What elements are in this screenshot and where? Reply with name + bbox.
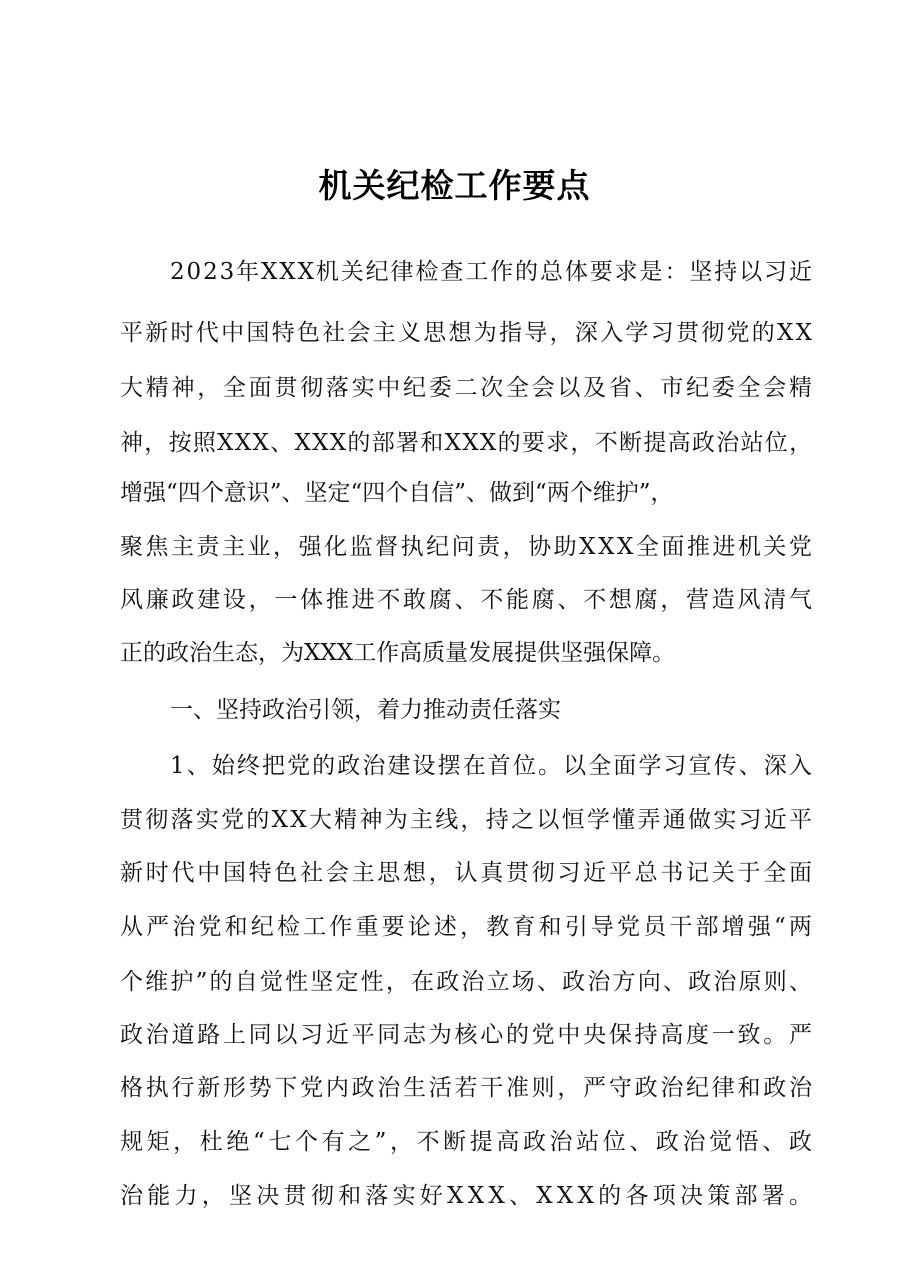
line-text: 2023年XXX机关纪律检查工作的总体要求是：坚持以习近 [170,259,814,285]
paragraph-line [0,580,909,620]
line-text: 治能力，坚决贯彻和落实好XXX、XXX的各项决策部署。 [120,1183,817,1209]
paragraph-line [0,907,909,947]
line-text: 1、始终把党的政治建设摆在首位。以全面学习宣传、深入 [170,753,814,779]
line-text: 风廉政建设，一体推进不敢腐、不能腐、不想腐，营造风清气 [120,587,815,613]
line-text: 个维护”的自觉性坚定性，在政治立场、政治方向、政治原则、 [120,969,815,995]
paragraph-line [0,527,909,567]
line-text: 平新时代中国特色社会主义思想为指导，深入学习贯彻党的XX [120,320,815,346]
paragraph-line [0,1122,909,1162]
line-text: 从严治党和纪检工作重要论述，教育和引导党员干部增强“两 [120,914,816,940]
document-title: 机关纪检工作要点 [318,166,591,205]
paragraph-line [0,962,909,1002]
line-text: 大精神，全面贯彻落实中纪委二次全会以及省、市纪委全会精 [120,375,815,401]
line-text: 贯彻落实党的XX大精神为主线，持之以恒学懂弄通做实习近平 [120,807,815,833]
line-text: 规矩，杜绝“七个有之”，不断提高政治站位、政治觉悟、政 [120,1129,816,1155]
paragraph-line [0,1068,909,1108]
paragraph-line [0,473,909,513]
paragraph-line [0,423,909,463]
line-text: 格执行新形势下党内政治生活若干准则，严守政治纪律和政治 [120,1075,815,1101]
paragraph-line [0,633,909,673]
line-text: 正的政治生态，为XXX工作高质量发展提供坚强保障。 [120,640,676,666]
line-text: 聚焦主责主业，强化监督执纪问责，协助XXX全面推进机关党 [120,534,815,560]
paragraph-line [0,853,909,893]
line-text: 神，按照XXX、XXX的部署和XXX的要求，不断提高政治站位， [120,430,814,456]
paragraph-line [0,1176,909,1216]
paragraph-line [0,746,909,786]
line-text: 增强“四个意识”、坚定“四个自信”、做到“两个维护”， [120,480,674,506]
paragraph-line [0,800,909,840]
line-text: 新时代中国特色社会主思想，认真贯彻习近平总书记关于全面 [120,860,815,886]
paragraph-line [0,313,909,353]
section-heading-text: 一、坚持政治引领，着力推动责任落实 [170,697,561,723]
paragraph-line [0,368,909,408]
paragraph-line [0,1015,909,1055]
line-text: 政治道路上同以习近平同志为核心的党中央保持高度一致。严 [120,1022,815,1048]
paragraph-line [0,252,909,292]
section-heading [0,690,909,730]
